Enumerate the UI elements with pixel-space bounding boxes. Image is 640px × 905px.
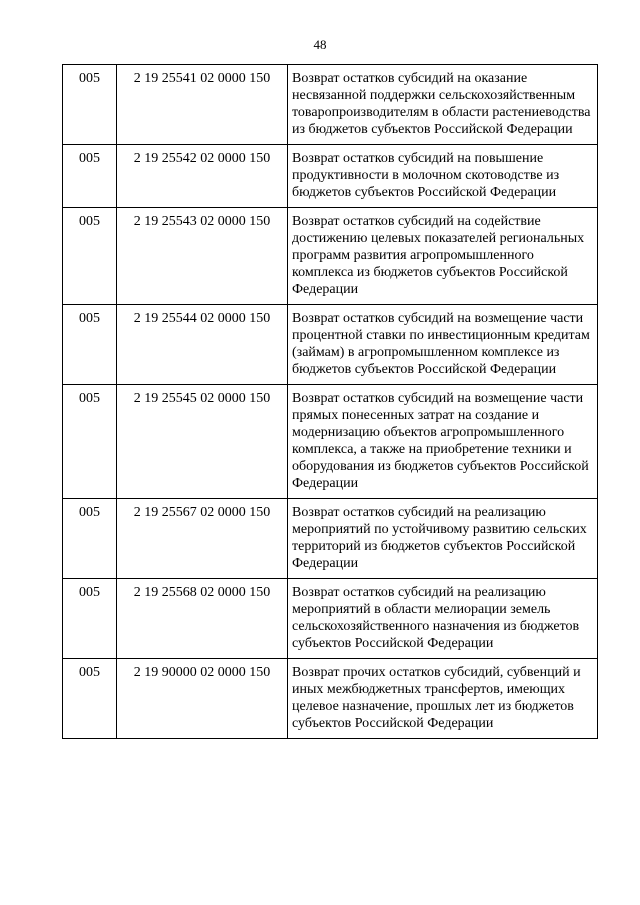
admin-code-cell: 005 [63,659,117,739]
page-number: 48 [313,37,327,52]
name-cell: Возврат прочих остатков субсидий, субвенций и иных межбюджетных трансфертов, имеющих целевое назначение, прошлых лет из бюджетов субъектов Российской Федерации [288,659,598,739]
admin-code-cell: 005 [63,499,117,579]
admin-code-cell: 005 [63,145,117,208]
budget-code-cell: 2 19 25542 02 0000 150 [117,145,288,208]
table-row [63,208,598,305]
budget-code-cell: 2 19 25541 02 0000 150 [117,65,288,145]
admin-code-cell: 005 [63,305,117,385]
budget-code-cell: 2 19 90000 02 0000 150 [117,659,288,739]
name-cell: Возврат остатков субсидий на возмещение части процентной ставки по инвестиционным кредитам (займам) в агропромышленном комплексе из бюджетов субъектов Российской Федерации [288,305,598,385]
admin-code-cell: 005 [63,65,117,145]
admin-code-cell: 005 [63,208,117,305]
table-row [63,145,598,208]
name-cell: Возврат остатков субсидий на реализацию мероприятий в области мелиорации земель сельскохозяйственного назначения из бюджетов субъектов Российской Федерации [288,579,598,659]
budget-code-cell: 2 19 25568 02 0000 150 [117,579,288,659]
budget-code-cell: 2 19 25543 02 0000 150 [117,208,288,305]
admin-code-cell: 005 [63,579,117,659]
name-cell: Возврат остатков субсидий на оказание несвязанной поддержки сельскохозяйственным товаропроизводителям в области растениеводства из бюджетов субъектов Российской Федерации [288,65,598,145]
name-cell: Возврат остатков субсидий на повышение продуктивности в молочном скотоводстве из бюджетов субъектов Российской Федерации [288,145,598,208]
table-row [63,385,598,499]
table-row [63,499,598,579]
name-cell: Возврат остатков субсидий на содействие достижению целевых показателей региональных программ развития агропромышленного комплекса из бюджетов субъектов Российской Федерации [288,208,598,305]
table-row [63,305,598,385]
budget-code-cell: 2 19 25544 02 0000 150 [117,305,288,385]
name-cell: Возврат остатков субсидий на возмещение части прямых понесенных затрат на создание и модернизацию объектов агропромышленного комплекса, а также на приобретение техники и оборудования из бюджетов субъектов Российской Федерации [288,385,598,499]
budget-code-cell: 2 19 25545 02 0000 150 [117,385,288,499]
table-row [63,579,598,659]
table-row [63,65,598,145]
budget-codes-table [62,64,598,739]
name-cell: Возврат остатков субсидий на реализацию мероприятий по устойчивому развитию сельских территорий из бюджетов субъектов Российской Федерации [288,499,598,579]
table-row [63,659,598,739]
admin-code-cell: 005 [63,385,117,499]
budget-code-cell: 2 19 25567 02 0000 150 [117,499,288,579]
